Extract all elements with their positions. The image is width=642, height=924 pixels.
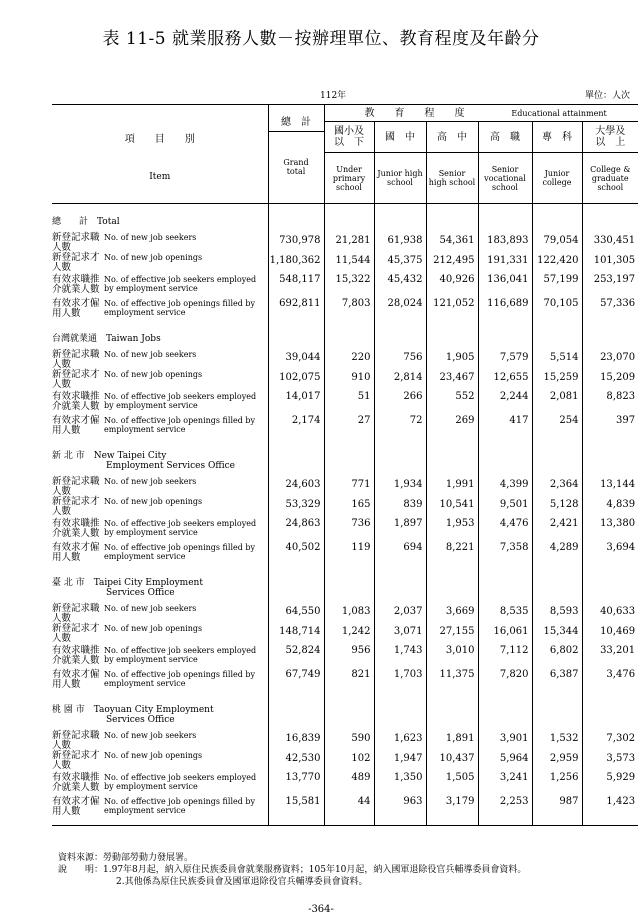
table-cell: 1,505 [426, 771, 478, 795]
table-cell: 15,209 [582, 370, 638, 390]
table-cell: 987 [532, 795, 582, 819]
table-cell: 2,174 [268, 414, 324, 438]
row-label: 有效求職推介就業人數No. of effective job seekers employed by employment service [52, 274, 257, 295]
table-cell: 1,991 [426, 477, 478, 497]
edu-attainment-header: 教 育 程 度 Educational attainment [324, 105, 638, 122]
table-row [52, 541, 638, 565]
row-label: 有效求才僱用人數No. of effective job openings filled by employment service [52, 796, 256, 817]
table-row [52, 233, 638, 253]
edu-col-header-en: College & graduate school [582, 153, 638, 204]
table-cell: 148,714 [268, 624, 324, 644]
table-cell: 1,947 [374, 751, 426, 771]
table-cell: 121,052 [426, 297, 478, 321]
edu-col-header-zh: 專 科 [532, 122, 582, 153]
table-row [52, 751, 638, 771]
table-cell: 552 [426, 390, 478, 414]
table-cell: 692,811 [268, 297, 324, 321]
table-cell: 27,155 [426, 624, 478, 644]
table-cell: 963 [374, 795, 426, 819]
table-row [52, 771, 638, 795]
table-cell: 102 [324, 751, 374, 771]
table-cell: 3,901 [478, 731, 532, 751]
table-cell: 15,344 [532, 624, 582, 644]
table-cell: 3,071 [374, 624, 426, 644]
row-label: 新登記求才人數No. of new job openings [52, 252, 203, 273]
table-cell: 136,041 [478, 273, 532, 297]
table-cell: 10,541 [426, 497, 478, 517]
table-cell: 7,358 [478, 541, 532, 565]
table-cell: 10,469 [582, 624, 638, 644]
year-label: 112年 [320, 91, 347, 101]
table-cell: 1,905 [426, 350, 478, 370]
section-title-row [52, 438, 638, 477]
table-cell: 45,375 [374, 253, 426, 273]
table-cell: 489 [324, 771, 374, 795]
table-cell: 42,530 [268, 751, 324, 771]
table-row [52, 253, 638, 273]
table-cell: 590 [324, 731, 374, 751]
table-cell: 12,655 [478, 370, 532, 390]
table-cell: 52,824 [268, 644, 324, 668]
row-label: 新登記求職人數No. of new job seekers [52, 603, 197, 624]
table-row [52, 370, 638, 390]
table-cell: 7,820 [478, 668, 532, 692]
table-cell: 44 [324, 795, 374, 819]
edu-col-header-en: Junior high school [374, 153, 426, 204]
table-cell: 3,573 [582, 751, 638, 771]
table-cell: 730,978 [268, 233, 324, 253]
section-title-row [52, 321, 638, 350]
table-cell: 269 [426, 414, 478, 438]
table-row [52, 624, 638, 644]
table-row [52, 517, 638, 541]
section-title: 桃 園 市 Taoyuan City Employment Services Office [52, 705, 214, 725]
table-cell: 2,081 [532, 390, 582, 414]
table-cell: 2,959 [532, 751, 582, 771]
table-cell: 45,432 [374, 273, 426, 297]
edu-col-header-zh: 高 職 [478, 122, 532, 153]
table-cell: 13,770 [268, 771, 324, 795]
table-cell: 1,743 [374, 644, 426, 668]
table-cell: 191,331 [478, 253, 532, 273]
table-cell: 15,581 [268, 795, 324, 819]
row-label: 新登記求才人數No. of new job openings [52, 750, 203, 771]
table-cell: 1,180,362 [268, 253, 324, 273]
table-cell: 116,689 [478, 297, 532, 321]
table-cell: 72 [374, 414, 426, 438]
edu-col-header-en: Senior vocational school [478, 153, 532, 204]
table-cell: 28,024 [374, 297, 426, 321]
table-cell: 40,926 [426, 273, 478, 297]
table-row [52, 477, 638, 497]
table-row [52, 795, 638, 819]
explanation-note-1: 說 明：1.97年8月起，納入原住民族委員會就業服務資料；105年10月起，納入國軍退除役官兵輔導委員會資料。 [58, 865, 527, 875]
table-row [52, 644, 638, 668]
table-row [52, 668, 638, 692]
table-cell: 24,863 [268, 517, 324, 541]
section-title-row [52, 692, 638, 731]
edu-col-header-en: Senior high school [426, 153, 478, 204]
table-cell: 1,256 [532, 771, 582, 795]
table-cell: 397 [582, 414, 638, 438]
table-cell: 212,495 [426, 253, 478, 273]
table-cell: 3,010 [426, 644, 478, 668]
table-cell: 694 [374, 541, 426, 565]
table-cell: 5,929 [582, 771, 638, 795]
table-cell: 53,329 [268, 497, 324, 517]
page-number: -364- [308, 904, 334, 915]
table-cell: 771 [324, 477, 374, 497]
item-header: 項 目 別 Item [52, 105, 268, 204]
table-cell: 16,061 [478, 624, 532, 644]
row-label: 有效求才僱用人數No. of effective job openings filled by employment service [52, 542, 256, 563]
table-cell: 2,037 [374, 604, 426, 624]
row-label: 新登記求職人數No. of new job seekers [52, 730, 197, 751]
table-cell: 10,437 [426, 751, 478, 771]
table-cell: 2,253 [478, 795, 532, 819]
table-cell: 51 [324, 390, 374, 414]
table-cell: 2,244 [478, 390, 532, 414]
table-cell: 102,075 [268, 370, 324, 390]
table-cell: 8,823 [582, 390, 638, 414]
table-cell: 101,305 [582, 253, 638, 273]
table-cell: 119 [324, 541, 374, 565]
table-cell: 165 [324, 497, 374, 517]
section-title-row [52, 565, 638, 604]
table-row [52, 414, 638, 438]
table-cell: 4,289 [532, 541, 582, 565]
table-cell: 1,897 [374, 517, 426, 541]
row-label: 新登記求才人數No. of new job openings [52, 369, 203, 390]
table-cell: 2,814 [374, 370, 426, 390]
row-label: 新登記求職人數No. of new job seekers [52, 349, 197, 370]
table-cell: 13,144 [582, 477, 638, 497]
table-cell: 40,502 [268, 541, 324, 565]
table-cell: 8,221 [426, 541, 478, 565]
table-cell: 79,054 [532, 233, 582, 253]
table-cell: 3,179 [426, 795, 478, 819]
row-label: 有效求職推介就業人數No. of effective job seekers employed by employment service [52, 772, 257, 793]
table-cell: 548,117 [268, 273, 324, 297]
table-cell: 122,420 [532, 253, 582, 273]
row-label: 有效求職推介就業人數No. of effective job seekers employed by employment service [52, 518, 257, 539]
table-cell: 67,749 [268, 668, 324, 692]
explanation-note-2: 2.其他係為原住民族委員會及國軍退除役官兵輔導委員會資料。 [116, 877, 368, 887]
section-title: 台灣就業通 Taiwan Jobs [52, 334, 161, 344]
table-cell: 33,201 [582, 644, 638, 668]
table-cell: 11,375 [426, 668, 478, 692]
table-row [52, 297, 638, 321]
table-cell: 1,953 [426, 517, 478, 541]
table-cell: 910 [324, 370, 374, 390]
table-cell: 1,083 [324, 604, 374, 624]
table-cell: 330,451 [582, 233, 638, 253]
table-cell: 3,694 [582, 541, 638, 565]
table-cell: 183,893 [478, 233, 532, 253]
section-title: 總 計 Total [52, 217, 120, 227]
table-cell: 61,938 [374, 233, 426, 253]
table-cell: 5,128 [532, 497, 582, 517]
table-cell: 254 [532, 414, 582, 438]
edu-col-header-zh: 高 中 [426, 122, 478, 153]
table-cell: 1,934 [374, 477, 426, 497]
table-cell: 15,259 [532, 370, 582, 390]
table-cell: 24,603 [268, 477, 324, 497]
table-cell: 6,802 [532, 644, 582, 668]
table-cell: 821 [324, 668, 374, 692]
statistics-table [52, 104, 638, 847]
row-label: 新登記求職人數No. of new job seekers [52, 232, 197, 253]
table-cell: 3,476 [582, 668, 638, 692]
table-cell: 2,421 [532, 517, 582, 541]
table-row [52, 273, 638, 297]
row-label: 有效求才僱用人數No. of effective job openings filled by employment service [52, 415, 256, 436]
table-cell: 8,535 [478, 604, 532, 624]
table-cell: 39,044 [268, 350, 324, 370]
row-label: 新登記求才人數No. of new job openings [52, 623, 203, 644]
table-cell: 956 [324, 644, 374, 668]
table-cell: 4,399 [478, 477, 532, 497]
footer-notes [58, 852, 526, 888]
row-label: 新登記求才人數No. of new job openings [52, 496, 203, 517]
table-cell: 21,281 [324, 233, 374, 253]
table-cell: 27 [324, 414, 374, 438]
table-cell: 57,199 [532, 273, 582, 297]
table-cell: 3,241 [478, 771, 532, 795]
edu-col-header-en: Under primary school [324, 153, 374, 204]
table-row [52, 350, 638, 370]
table-cell: 4,476 [478, 517, 532, 541]
table-row [52, 390, 638, 414]
table-cell: 14,017 [268, 390, 324, 414]
table-cell: 16,839 [268, 731, 324, 751]
table-cell: 7,112 [478, 644, 532, 668]
table-cell: 7,302 [582, 731, 638, 751]
page-title: 表 11-5 就業服務人數－按辦理單位、教育程度及年齡分 [102, 29, 540, 49]
table-cell: 1,423 [582, 795, 638, 819]
table-cell: 736 [324, 517, 374, 541]
edu-col-header-zh: 國小及 以 下 [324, 122, 374, 153]
section-title-row [52, 204, 638, 234]
table-cell: 756 [374, 350, 426, 370]
table-cell: 70,105 [532, 297, 582, 321]
table-cell: 1,532 [532, 731, 582, 751]
table-cell: 253,197 [582, 273, 638, 297]
table-cell: 7,579 [478, 350, 532, 370]
table-cell: 9,501 [478, 497, 532, 517]
table-cell: 11,544 [324, 253, 374, 273]
table-cell: 7,803 [324, 297, 374, 321]
table-cell: 266 [374, 390, 426, 414]
unit-label: 單位：人次 [584, 91, 630, 101]
table-cell: 40,633 [582, 604, 638, 624]
table-cell: 1,623 [374, 731, 426, 751]
table-cell: 839 [374, 497, 426, 517]
table-cell: 1,703 [374, 668, 426, 692]
table-cell: 4,839 [582, 497, 638, 517]
edu-col-header-en: Junior college [532, 153, 582, 204]
table-cell: 5,964 [478, 751, 532, 771]
table-row [52, 731, 638, 751]
row-label: 有效求職推介就業人數No. of effective job seekers employed by employment service [52, 391, 257, 412]
table-row [52, 604, 638, 624]
table-cell: 23,467 [426, 370, 478, 390]
grand-total-header: 總 計 Grand total [268, 105, 324, 204]
table-cell: 220 [324, 350, 374, 370]
table-row [52, 497, 638, 517]
table-cell: 6,387 [532, 668, 582, 692]
section-title: 臺 北 市 Taipei City Employment Services Office [52, 578, 203, 598]
table-cell: 64,550 [268, 604, 324, 624]
row-label: 有效求職推介就業人數No. of effective job seekers employed by employment service [52, 645, 257, 666]
table-cell: 54,361 [426, 233, 478, 253]
table-cell: 417 [478, 414, 532, 438]
table-cell: 8,593 [532, 604, 582, 624]
table-cell: 23,070 [582, 350, 638, 370]
table-cell: 5,514 [532, 350, 582, 370]
section-title: 新 北 市 New Taipei City Employment Services Office [52, 451, 236, 471]
table-cell: 2,364 [532, 477, 582, 497]
edu-col-header-zh: 大學及 以 上 [582, 122, 638, 153]
table-cell: 15,322 [324, 273, 374, 297]
table-cell: 13,380 [582, 517, 638, 541]
source-note: 資料來源：勞動部勞動力發展署。 [58, 853, 194, 863]
edu-col-header-zh: 國 中 [374, 122, 426, 153]
row-label: 有效求才僱用人數No. of effective job openings filled by employment service [52, 669, 256, 690]
table-cell: 1,891 [426, 731, 478, 751]
table-cell: 3,669 [426, 604, 478, 624]
table-cell: 57,336 [582, 297, 638, 321]
row-label: 有效求才僱用人數No. of effective job openings filled by employment service [52, 298, 256, 319]
table-cell: 1,350 [374, 771, 426, 795]
table-cell: 1,242 [324, 624, 374, 644]
row-label: 新登記求職人數No. of new job seekers [52, 476, 197, 497]
